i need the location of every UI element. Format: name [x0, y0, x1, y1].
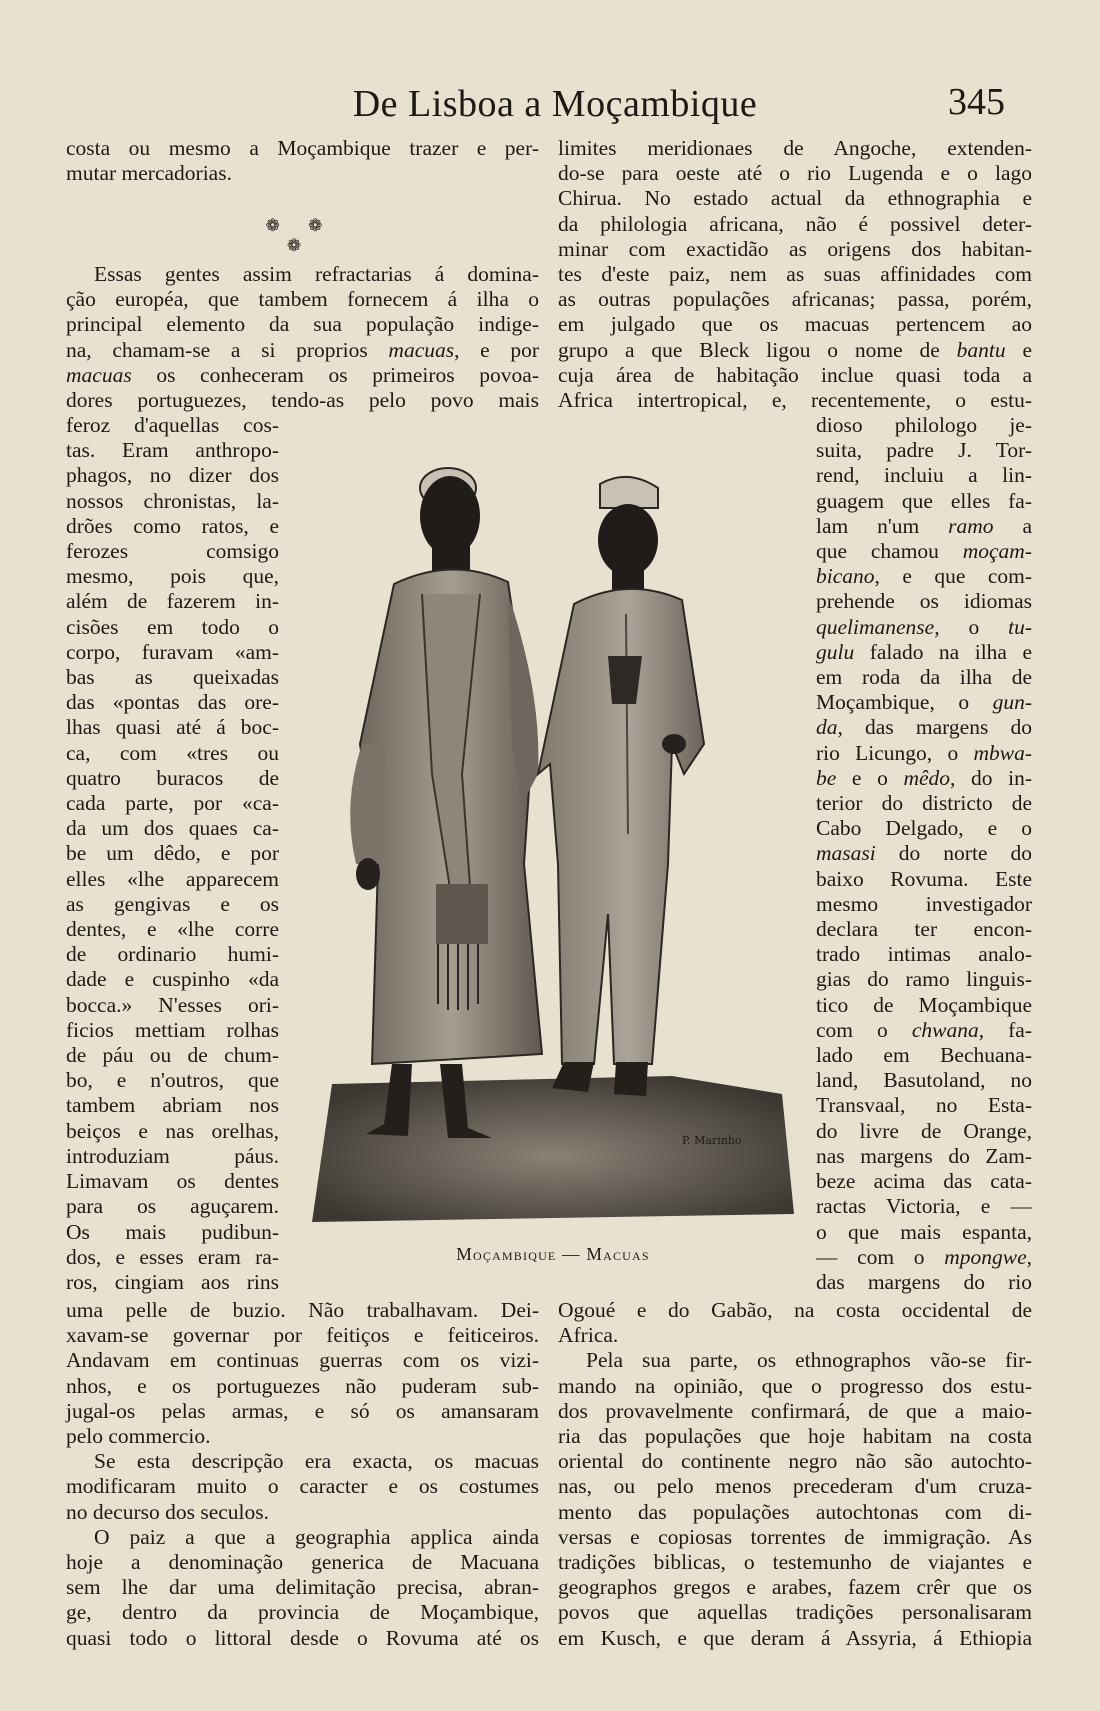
text-line: o que mais espanta, [816, 1219, 1032, 1244]
text-line: beiços e nas orelhas, [66, 1118, 279, 1143]
left-column-top [66, 136, 539, 186]
text-line: do livre de Orange, [816, 1118, 1032, 1143]
text-line: cuja área de habitação inclue quasi toda a [558, 362, 1032, 387]
text-line: costa ou mesmo a Moçambique trazer e per- [66, 136, 539, 160]
text-line: ge, dentro da provincia de Moçambique, [66, 1600, 539, 1625]
text-line: bicano, e que com- [816, 564, 1032, 589]
text-line: de páu ou de chum- [66, 1043, 279, 1068]
text-line: xavam-se governar por feitiços e feiticeiros. [66, 1323, 539, 1348]
text-line: do-se para oeste até o rio Lugenda e o lago [558, 161, 1032, 186]
section-ornament: ❁ ❁ ❁ [265, 216, 335, 255]
text-line: dentes, e «lhe corre [66, 917, 279, 942]
text-line: tes d'este paiz, nem as suas affinidades com [558, 262, 1032, 287]
text-line: bocca.» N'esses ori- [66, 992, 279, 1017]
text-line: minar com exactidão as origens dos habitan- [558, 236, 1032, 261]
text-line: quatro buracos de [66, 765, 279, 790]
text-line: cisões em todo o [66, 614, 279, 639]
text-line: oriental do continente negro não são autochto- [558, 1449, 1032, 1474]
text-line: sem lhe dar uma delimitação precisa, abran- [66, 1575, 539, 1600]
text-line: bas as queixadas [66, 665, 279, 690]
text-line: corpo, furavam «am- [66, 639, 279, 664]
text-line: elles «lhe apparecem [66, 866, 279, 891]
text-line: dos provavelmente confirmará, de que a maio- [558, 1398, 1032, 1423]
text-line: as gengivas e os [66, 891, 279, 916]
text-line: Africa. [558, 1323, 619, 1348]
text-line: versas e copiosas torrentes de immigração. As [558, 1524, 1032, 1549]
text-line: na, chamam-se a si proprios macuas, e por [66, 337, 540, 362]
text-line: dos, e esses eram ra- [66, 1244, 279, 1269]
text-line: rend, incluiu a lin- [816, 463, 1032, 488]
text-line: da philologia africana, não é possivel deter- [558, 211, 1032, 236]
text-line: mento das populações autochtonas com di- [558, 1499, 1032, 1524]
text-line: declara ter encon- [816, 917, 1032, 942]
text-line: prehende os idiomas [816, 589, 1032, 614]
text-line: mando na opinião, que o progresso dos estu- [558, 1373, 1032, 1398]
text-line: Moçambique, o gun- [816, 690, 1032, 715]
text-line: O paiz a que a geographia applica ainda [94, 1524, 539, 1549]
left-column-bottom [66, 1298, 539, 1651]
text-line: phagos, no dizer dos [66, 463, 279, 488]
text-line: povos que aquellas tradições personalisaram [558, 1600, 1032, 1625]
text-line: limites meridionaes de Angoche, extenden- [558, 136, 1032, 160]
text-line: Limavam os dentes [66, 1169, 279, 1194]
text-line: no decurso dos seculos. [66, 1499, 270, 1524]
text-line: bo, e n'outros, que [66, 1068, 279, 1093]
text-line: feroz d'aquellas cos- [66, 413, 279, 437]
text-line: Chirua. No estado actual da ethnographia e [558, 186, 1032, 211]
text-line: jugal-os pelas armas, e só os amansaram [66, 1398, 539, 1423]
text-line: trado intimas analo- [816, 942, 1032, 967]
text-line: terior do districto de [816, 791, 1032, 816]
text-line: da, das margens do [816, 715, 1032, 740]
text-line: — com o mpongwe, [816, 1244, 1032, 1269]
text-line: de ordinario humi- [66, 942, 279, 967]
figure-caption: Moçambique — Macuas [456, 1244, 650, 1264]
text-line: da um dos quaes ca- [66, 816, 279, 841]
text-line: be um dêdo, e por [66, 841, 279, 866]
text-line: Se esta descripção era exacta, os macuas [94, 1449, 539, 1474]
text-line: introduziam páus. [66, 1143, 279, 1168]
text-line: ca, com «tres ou [66, 740, 279, 765]
text-line: dade e cuspinho «da [66, 967, 279, 992]
figure-young-man [538, 477, 704, 1096]
text-line: uma pelle de buzio. Não trabalhavam. Dei- [66, 1298, 539, 1322]
text-line: Andavam em continuas guerras com os vizi- [66, 1348, 539, 1373]
text-line: gias do ramo linguis- [816, 967, 1032, 992]
text-line: ria das populações que hoje habitam na costa [558, 1424, 1032, 1449]
text-line: quasi todo o littoral desde o Rovuma até os [66, 1625, 539, 1650]
ground-shadow [312, 1076, 794, 1222]
text-line: para os aguçarem. [66, 1194, 279, 1219]
right-narrow-column [816, 413, 1032, 1295]
running-title: De Lisboa a Moçambique [352, 83, 758, 125]
text-line: nas, ou pelo menos precederam d'um cruza- [558, 1474, 1032, 1499]
text-line: tradições biblicas, o testemunho de viajantes e [558, 1550, 1032, 1575]
artist-signature: P. Marinho [682, 1134, 742, 1147]
text-line: principal elemento da sua população indige- [66, 312, 539, 337]
text-line: Pela sua parte, os ethnographos vão-se fir- [586, 1348, 1032, 1373]
text-line: land, Basutoland, no [816, 1068, 1032, 1093]
text-line: ros, cingiam aos rins [66, 1269, 279, 1294]
page-number: 345 [948, 81, 1005, 123]
text-line: be e o mêdo, do in- [816, 765, 1032, 790]
text-line: gulu falado na ilha e [816, 639, 1032, 664]
text-line: rio Licungo, o mbwa- [816, 740, 1032, 765]
text-line: guagem que elles fa- [816, 488, 1032, 513]
text-line: em Kusch, e que deram á Assyria, á Ethiopia [558, 1625, 1032, 1650]
text-line: com o chwana, fa- [816, 1017, 1032, 1042]
text-line: Os mais pudibun- [66, 1219, 279, 1244]
text-line: ficios mettiam rolhas [66, 1017, 279, 1042]
text-line: hoje a denominação generica de Macuana [66, 1550, 539, 1575]
text-line: tambem abriam nos [66, 1093, 279, 1118]
text-line: das margens do rio [816, 1269, 1032, 1294]
text-line: ção européa, que tambem fornecem á ilha o [66, 287, 539, 312]
figure-tall-man [350, 468, 542, 1138]
right-column-bottom [558, 1298, 1032, 1651]
text-line: além de fazerem in- [66, 589, 279, 614]
text-line: lam n'um ramo a [816, 513, 1032, 538]
text-line: macuas os conheceram os primeiros povoa- [66, 362, 539, 387]
text-line: geographos gregos e arabes, fazem crêr que os [558, 1575, 1032, 1600]
text-line: cada parte, por «ca- [66, 791, 279, 816]
right-column-top [558, 136, 1032, 413]
text-line: lhas quasi até á boc- [66, 715, 279, 740]
engraving-macuas [312, 444, 794, 1222]
text-line: drões como ratos, e [66, 513, 279, 538]
text-line: baixo Rovuma. Este [816, 866, 1032, 891]
text-line: tico de Moçambique [816, 992, 1032, 1017]
text-line: Ogoué e do Gabão, na costa occidental de [558, 1298, 1032, 1322]
text-line: que chamou moçam- [816, 539, 1032, 564]
text-line: mesmo investigador [816, 891, 1032, 916]
text-line: nossos chronistas, la- [66, 488, 279, 513]
text-line: dores portuguezes, tendo-as pelo povo mais [66, 388, 539, 413]
text-line: em julgado que os macuas pertencem ao [558, 312, 1032, 337]
text-line: modificaram muito o caracter e os costumes [66, 1474, 539, 1499]
left-paragraph-1 [66, 262, 539, 413]
text-line: ferozes comsigo [66, 539, 279, 564]
text-line: lado em Bechuana- [816, 1043, 1032, 1068]
text-line: pelo commercio. [66, 1424, 211, 1449]
text-line: nas margens do Zam- [816, 1143, 1032, 1168]
text-line: Essas gentes assim refractarias á domina- [94, 262, 539, 286]
text-line: masasi do norte do [816, 841, 1032, 866]
text-line: tas. Eram anthropo- [66, 438, 279, 463]
text-line: Cabo Delgado, e o [816, 816, 1032, 841]
text-line: Africa intertropical, e, recentemente, o estu- [558, 388, 1032, 413]
text-line: suita, padre J. Tor- [816, 438, 1032, 463]
text-line: grupo a que Bleck ligou o nome de bantu e [558, 337, 1032, 362]
text-line: das «pontas das ore- [66, 690, 279, 715]
text-line: ractas Victoria, e — [816, 1194, 1032, 1219]
text-line: quelimanense, o tu- [816, 614, 1032, 639]
text-line: em roda da ilha de [816, 665, 1032, 690]
text-line: mesmo, pois que, [66, 564, 279, 589]
text-line: mutar mercadorias. [66, 161, 232, 186]
left-narrow-column [66, 413, 279, 1295]
text-line: beze acima das cata- [816, 1169, 1032, 1194]
text-line: as outras populações africanas; passa, porém, [558, 287, 1032, 312]
text-line: nhos, e os portuguezes não puderam sub- [66, 1373, 539, 1398]
text-line: Transvaal, no Esta- [816, 1093, 1032, 1118]
text-line: dioso philologo je- [816, 413, 1032, 437]
